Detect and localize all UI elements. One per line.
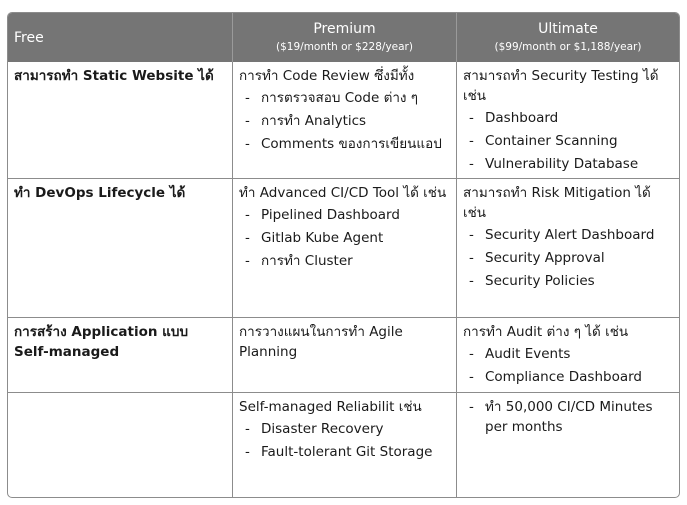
list-item-text: Security Policies [485,273,595,289]
list-item: - Security Policies [469,273,595,289]
list-item: - Pipelined Dashboard [245,207,400,223]
list-item-text: การทำ Analytics [261,113,367,129]
list-item-text: Disaster Recovery [261,421,384,437]
list-item-text: Dashboard [485,110,559,126]
premium-intro: ทำ Advanced CI/CD Tool ได้ เช่น [239,185,447,201]
row-2-premium-cell [233,179,457,318]
list-item-text: ทำ 50,000 CI/CD Minutes per months [485,399,653,435]
list-item: - การทำ Cluster [245,253,353,269]
premium-intro: การทำ Code Review ซึ่งมีทั้ง [239,68,415,84]
list-item: - Security Approval [469,250,605,266]
list-item-text: Audit Events [485,346,571,362]
premium-intro: การวางแผนในการทำ Agile Planning [239,324,403,360]
header-premium [233,13,457,62]
list-item-text: Fault-tolerant Git Storage [261,444,433,460]
list-item-text: การทำ Cluster [261,253,353,269]
ultimate-intro: การทำ Audit ต่าง ๆ ได้ เช่น [463,324,629,340]
list-item-text: Gitlab Kube Agent [261,230,384,246]
free-feature: ทำ DevOps Lifecycle ได้ [14,185,186,201]
header-ultimate-name: Ultimate [538,21,598,37]
free-feature: สามารถทำ Static Website ได้ [14,68,214,84]
list-item: - Vulnerability Database [469,156,639,172]
row-3-ultimate-cell [457,318,679,393]
list-item: - Audit Events [469,346,571,362]
list-item: - Security Alert Dashboard [469,227,655,243]
list-item: - Container Scanning [469,133,618,149]
ultimate-intro: สามารถทำ Security Testing ได้ เช่น [463,68,659,104]
header-ultimate [457,13,679,62]
list-item-text: การตรวจสอบ Code ต่าง ๆ [261,90,419,106]
header-premium-name: Premium [313,21,376,37]
list-item: - Comments ของการเขียนแอป [245,136,442,152]
row-3-free-cell [8,318,233,393]
row-2-free-cell [8,179,233,318]
premium-intro: Self-managed Reliabilit เช่น [239,399,422,415]
row-1-ultimate-cell [457,62,679,179]
header-free [8,13,233,62]
row-1-premium-cell [233,62,457,179]
free-feature: การสร้าง Application แบบ Self-managed [14,324,189,360]
row-1-free-cell [8,62,233,179]
list-item-text: Security Alert Dashboard [485,227,655,243]
header-ultimate-price: ($99/month or $1,188/year) [494,41,642,53]
row-2-ultimate-cell [457,179,679,318]
list-item: - Gitlab Kube Agent [245,230,384,246]
list-item-text: Comments ของการเขียนแอป [261,136,442,152]
list-item-text: Compliance Dashboard [485,369,642,385]
list-item-text: Container Scanning [485,133,618,149]
list-item: - ทำ 50,000 CI/CD Minutes per months [469,399,653,435]
list-item: - การทำ Analytics [245,113,367,129]
ultimate-intro: สามารถทำ Risk Mitigation ได้ เช่น [463,185,651,221]
list-item: - การตรวจสอบ Code ต่าง ๆ [245,90,419,106]
list-item: - Dashboard [469,110,559,126]
header-premium-price: ($19/month or $228/year) [276,41,413,53]
list-item: - Compliance Dashboard [469,369,642,385]
row-4-ultimate-cell [457,393,679,497]
list-item-text: Vulnerability Database [485,156,639,172]
list-item-text: Pipelined Dashboard [261,207,400,223]
list-item: - Disaster Recovery [245,421,384,437]
plan-comparison-table [7,12,680,498]
list-item: - Fault-tolerant Git Storage [245,444,433,460]
header-free-label: Free [14,29,44,46]
list-item-text: Security Approval [485,250,605,266]
row-3-premium-cell [233,318,457,393]
row-4-free-cell [8,393,233,497]
row-4-premium-cell [233,393,457,497]
